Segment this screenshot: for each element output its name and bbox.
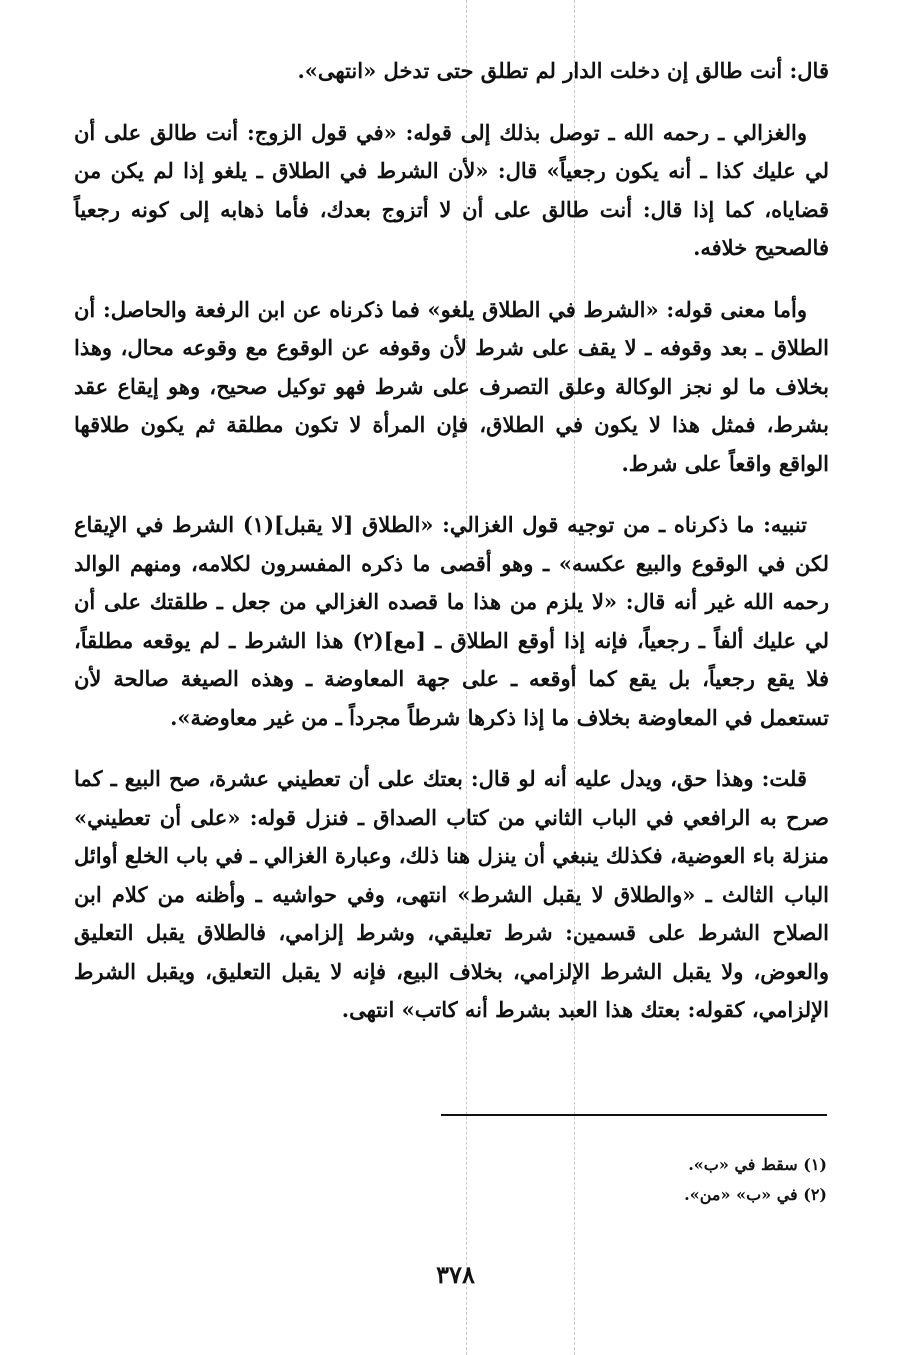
paragraph-4: تنبيه: ما ذكرناه ـ من توجيه قول الغزالي: «الطلاق [لا يقبل](١) الشرط في الإيقاع لكن في الوقوع والبيع عكسه» ـ وهو أقصى ما ذكره المفسرون لكلامه، ومنهم الوالد رحمه الله غير أنه قال: «لا يلزم من هذا ما قصده الغزالي من جعل ـ طلقتك على أن لي عليك ألفاً ـ رجعياً، فإنه إذا أوقع الطلاق ـ [مع](٢) هذا الشرط ـ لم يوقعه مطلقاً، فلا يقع رجعياً، بل يقع كما أوقعه ـ على جهة المعاوضة ـ وهذه الصيغة صالحة لأن تستعمل في المعاوضة بخلاف ما إذا ذكرها شرطاً مجرداً ـ من غير معاوضة». (74, 512, 829, 730)
paragraph-2: والغزالي ـ رحمه الله ـ توصل بذلك إلى قوله: «في قول الزوج: أنت طالق على أن لي عليك كذا ـ أنه يكون رجعياً» قال: «لأن الشرط في الطلاق ـ يلغو إذا لم يكن من قضاياه، كما إذا قال: أنت طالق على أن لا أتزوج بعدك، فأما ذهابه إلى كونه رجعياً فالصحيح خلافه. (74, 119, 830, 260)
footnote-1: (١) سقط في «ب». (688, 1155, 827, 1174)
page-number: ٣٧٨ (436, 1260, 475, 1289)
footnote-2: (٢) في «ب» «من». (684, 1185, 827, 1204)
paragraph-1: قال: أنت طالق إن دخلت الدار لم تطلق حتى تدخل «انتهى». (297, 58, 829, 83)
page-body (74, 52, 829, 1053)
footnote-divider (441, 1114, 827, 1116)
paragraph-5: قلت: وهذا حق، ويدل عليه أنه لو قال: بعتك على أن تعطيني عشرة، صح البيع ـ كما صرح به الرافعي في الباب الثاني من كتاب الصداق ـ فنزل قوله: «على أن تعطيني» منزلة باء العوضية، فكذلك ينبغي أن ينزل هنا ذلك، وعبارة الغزالي ـ في باب الخلع أوائل الباب الثالث ـ «والطلاق لا يقبل الشرط» انتهى، وفي حواشيه ـ وأظنه من كلام ابن الصلاح الشرط على قسمين: شرط تعليقي، وشرط إلزامي، فالطلاق يقبل التعليق والعوض، ولا يقبل الشرط الإلزامي، بخلاف البيع، فإنه لا يقبل التعليق، ويقبل الشرط الإلزامي، كقوله: بعتك هذا العبد بشرط أنه كاتب» انتهى. (74, 766, 829, 1022)
footnotes (227, 1150, 827, 1210)
paragraph-3: وأما معنى قوله: «الشرط في الطلاق يلغو» فما ذكرناه عن ابن الرفعة والحاصل: أن الطلاق ـ بعد وقوفه ـ لا يقف على شرط لأن وقوفه عن الوقوع مع وقوعه محال، وهذا بخلاف ما لو نجز الوكالة وعلق التصرف على شرط فهو توكيل صحيح، وهو إيقاع عقد بشرط، فمثل هذا لا يكون في الطلاق، فإن المرأة لا تكون مطلقة ثم يكون طلاقها الواقع واقعاً على شرط. (74, 296, 829, 476)
